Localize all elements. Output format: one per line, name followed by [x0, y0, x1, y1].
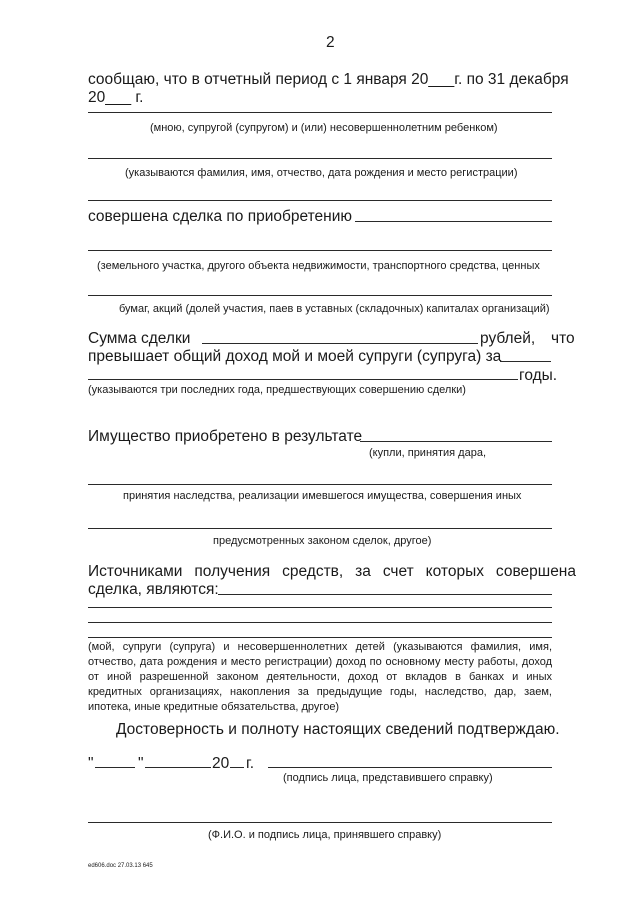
- object-line-1: [88, 250, 552, 251]
- confirm-statement: Достоверность и полноту настоящих сведений подтверждаю.: [116, 721, 560, 738]
- sources-line-1: Источниками получения средств, за счет которых совершена: [88, 563, 576, 580]
- sources-caption-5: ипотека, иные кредитные обязательства, другое): [88, 701, 340, 713]
- sources-line-c: [88, 622, 552, 623]
- sum-label: Сумма сделки: [88, 330, 191, 347]
- caption-identity: (указываются фамилия, имя, отчество, дата рождения и место регистрации): [125, 167, 518, 179]
- caption-acquired-3: предусмотренных законом сделок, другое): [213, 535, 432, 547]
- acquired-line-2: [88, 484, 552, 485]
- identity-line: [88, 158, 552, 159]
- caption-object-1: (земельного участка, другого объекта недвижимости, транспортного средства, ценных: [97, 260, 540, 272]
- page-number: 2: [326, 34, 335, 51]
- acquired-label: Имущество приобретено в результате: [88, 428, 363, 445]
- sum-years: годы.: [519, 367, 558, 384]
- date-quote-open: ": [88, 755, 94, 772]
- acquired-line-3: [88, 528, 552, 529]
- caption-years: (указываются три последних года, предшествующих совершению сделки): [88, 384, 466, 396]
- pre-deal-line: [88, 200, 552, 201]
- sum-amount-line: [202, 343, 478, 344]
- period-line-1: сообщаю, что в отчетный период с 1 января 20___г. по 31 декабря: [88, 71, 569, 88]
- sources-caption-3: от иной разрешенной законом деятельности, доход от вкладов в банках и иных: [88, 671, 552, 683]
- caption-object-2: бумаг, акций (долей участия, паев в уставных (складочных) капиталах организаций): [119, 303, 550, 315]
- sources-line-a: [218, 594, 552, 595]
- receiver-line: [88, 822, 552, 823]
- years-long-line: [88, 379, 518, 380]
- sources-caption-1: (мой, супруги (супруга) и несовершеннолетних детей (указываются фамилия, имя,: [88, 641, 552, 653]
- date-month-line: [145, 767, 211, 768]
- sum-rubles: рублей,: [480, 330, 536, 347]
- object-line-2: [88, 295, 552, 296]
- signature-line: [268, 767, 552, 768]
- years-short-line: [500, 361, 551, 362]
- deal-object-line: [355, 221, 552, 222]
- caption-acquired-2: принятия наследства, реализации имевшегося имущества, совершения иных: [123, 490, 522, 502]
- date-year-suffix: г.: [246, 755, 255, 772]
- caption-by-whom: (мною, супругой (супругом) и (или) несовершеннолетним ребенком): [150, 122, 498, 134]
- sources-caption-2: отчество, дата рождения и место регистрации) доход по основному месту работы, доход: [88, 656, 552, 668]
- sources-line-b: [88, 607, 552, 608]
- date-year-prefix: 20: [212, 755, 230, 772]
- caption-receiver: (Ф.И.О. и подпись лица, принявшего справку): [208, 829, 442, 841]
- date-day-line: [95, 767, 135, 768]
- footer-doc-code: ed606.doc 27.03.13 645: [88, 863, 153, 869]
- by-whom-line: [88, 112, 552, 113]
- sources-line-d: [88, 637, 552, 638]
- deal-label: совершена сделка по приобретению: [88, 208, 352, 225]
- date-quote-close: ": [138, 755, 144, 772]
- sum-that: что: [551, 330, 575, 347]
- sum-exceeds: превышает общий доход мой и моей супруги (супруга) за: [88, 348, 502, 365]
- caption-signature: (подпись лица, представившего справку): [283, 772, 493, 784]
- sources-caption-4: кредитных организациях, накопления за предыдущие годы, наследство, дар, заем,: [88, 686, 552, 698]
- acquired-line: [360, 441, 552, 442]
- caption-acquired-1: (купли, принятия дара,: [369, 447, 487, 459]
- date-year-line: [230, 767, 244, 768]
- sources-line-2: сделка, являются:: [88, 581, 219, 598]
- period-line-2: 20___ г.: [88, 89, 144, 106]
